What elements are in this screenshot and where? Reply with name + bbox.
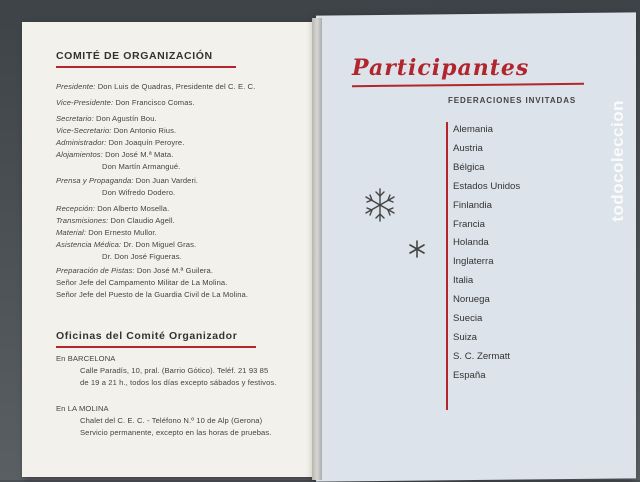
member-role: Material: — [56, 228, 87, 237]
country-item: Noruega — [453, 294, 490, 306]
countries-vertical-rule — [446, 122, 448, 410]
member-role: Preparación de Pistas: — [56, 266, 135, 275]
office-line: Chalet del C. E. C. - Teléfono N.º 10 de Alp (Gerona) — [80, 416, 263, 425]
member-role: Transmisiones: — [56, 216, 109, 225]
committee-member-line — [56, 290, 248, 299]
offices-title: Oficinas del Comité Organizador — [56, 330, 238, 342]
office-line: Calle Paradís, 10, pral. (Barrio Gótico). Teléf. 21 93 85 — [80, 366, 269, 375]
book-gutter — [312, 18, 322, 480]
member-role: Recepción: — [56, 204, 95, 213]
member-role: Secretario: — [56, 114, 94, 123]
member-name: Don José M.ª Guilera. — [134, 266, 214, 275]
member-name: Señor Jefe del Campamento Militar de La Molina. — [56, 278, 228, 287]
member-role: Administrador: — [56, 138, 107, 147]
country-item: Austria — [453, 142, 483, 154]
country-item: Inglaterra — [453, 256, 494, 268]
member-role: Asistencia Médica: — [56, 240, 122, 249]
office-line: de 19 a 21 h., todos los días excepto sábados y festivos. — [80, 378, 277, 387]
country-item: Estados Unidos — [453, 180, 521, 192]
committee-member-line — [56, 204, 169, 213]
member-name: Don Antonio Rius. — [111, 126, 177, 135]
member-name: Don José M.ª Mata. — [102, 150, 174, 159]
committee-member-line — [56, 82, 255, 91]
left-page — [22, 22, 322, 477]
member-name: Don Ernesto Mullor. — [86, 228, 157, 237]
member-name: Don Juan Varderi. — [133, 176, 199, 185]
member-name: Don Luis de Quadras, Presidente del C. E. C. — [95, 82, 256, 91]
watermark: todocoleccion — [608, 100, 627, 222]
offices-title-rule — [56, 346, 256, 348]
member-name: Don Agustín Bou. — [93, 114, 157, 123]
committee-member-line — [56, 216, 175, 225]
committee-member-line — [56, 278, 227, 287]
office-line: Servicio permanente, excepto en las horas de pruebas. — [80, 428, 272, 437]
committee-member-line — [56, 98, 195, 107]
committee-title-rule — [56, 66, 236, 68]
country-item: Alemania — [453, 124, 493, 135]
committee-member-line — [56, 138, 184, 147]
country-item: Holanda — [453, 237, 489, 249]
country-item: S. C. Zermatt — [453, 350, 511, 362]
member-name: Dr. Don Miguel Gras. — [121, 240, 197, 249]
committee-member-line — [56, 126, 176, 135]
member-name: Don Martín Armangué. — [102, 162, 181, 171]
member-name: Señor Jefe del Puesto de la Guardia Civil de La Molina. — [56, 290, 249, 299]
office-city: En LA MOLINA — [56, 404, 109, 413]
committee-member-line — [102, 188, 175, 197]
snowflake-icon — [362, 187, 398, 223]
member-role: Vice-Presidente: — [56, 98, 114, 107]
country-item: Suecia — [453, 313, 483, 324]
member-role: Prensa y Propaganda: — [56, 176, 134, 185]
committee-member-line — [102, 252, 182, 261]
participants-title: Participantes — [352, 55, 530, 81]
small-snowflake-icon — [408, 240, 426, 258]
country-item: Italia — [453, 275, 474, 287]
country-item: Suiza — [453, 331, 477, 343]
member-name: Dr. Don José Figueras. — [102, 252, 182, 261]
member-name: Don Joaquín Peroyre. — [106, 138, 185, 147]
country-item: Finlandia — [453, 199, 492, 211]
member-role: Vice-Secretario: — [56, 126, 112, 135]
committee-title: COMITÉ DE ORGANIZACIÓN — [56, 50, 213, 62]
federations-title: FEDERACIONES INVITADAS — [448, 96, 577, 105]
country-item: Bélgica — [453, 161, 485, 173]
member-name: Don Alberto Mosella. — [95, 204, 170, 213]
member-role: Alojamientos: — [56, 150, 103, 159]
committee-member-line — [56, 240, 196, 249]
member-role: Presidente: — [56, 82, 96, 91]
committee-member-line — [56, 266, 213, 275]
country-item: España — [453, 369, 486, 381]
committee-member-line — [56, 114, 157, 123]
member-name: Don Claudio Agell. — [108, 216, 175, 225]
committee-member-line — [56, 228, 157, 237]
country-item: Francia — [453, 218, 485, 230]
member-name: Don Wifredo Dodero. — [102, 188, 176, 197]
office-city: En BARCELONA — [56, 354, 116, 363]
committee-member-line — [102, 162, 180, 171]
committee-member-line — [56, 150, 173, 159]
member-name: Don Francisco Comas. — [113, 98, 195, 107]
committee-member-line — [56, 176, 198, 185]
